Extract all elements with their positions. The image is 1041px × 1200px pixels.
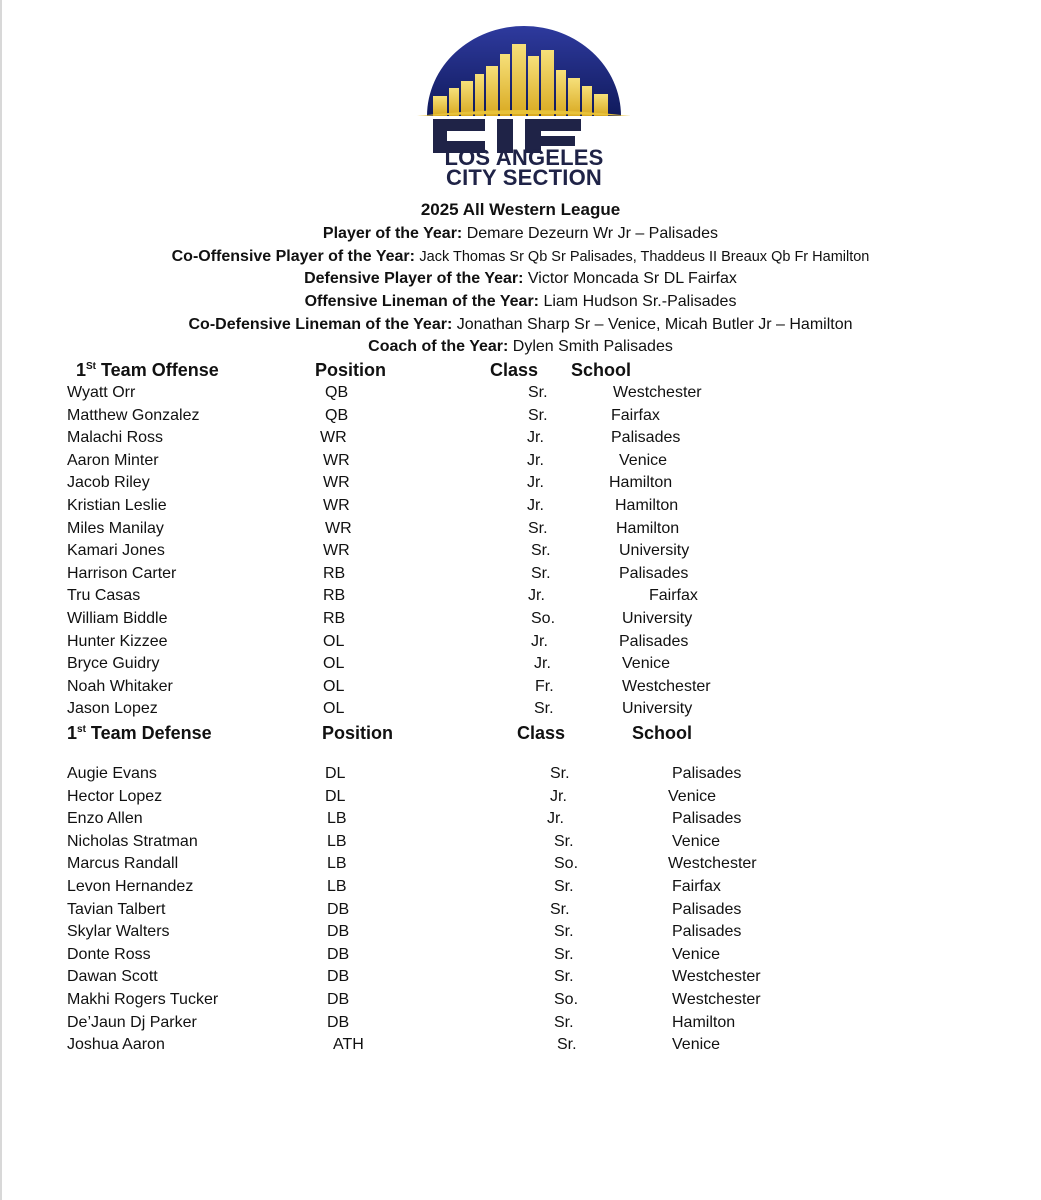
defense-player-class: Sr. — [554, 945, 574, 963]
offense-player-school: Westchester — [622, 677, 711, 695]
offense-player-class: Sr. — [531, 542, 551, 560]
offense-player-position: WR — [323, 451, 350, 469]
award-co-defensive-lineman — [0, 316, 1041, 334]
defense-position-header: Position — [322, 723, 393, 743]
award-label: Coach of the Year: — [368, 338, 509, 355]
award-label: Defensive Player of the Year: — [304, 270, 524, 287]
offense-header-ordinal: St — [86, 361, 97, 372]
award-value: Liam Hudson Sr.-Palisades — [543, 293, 737, 310]
defense-player-class: Sr. — [554, 1013, 574, 1031]
offense-player-class: Sr. — [534, 700, 554, 718]
defense-player-school: Venice — [672, 1036, 721, 1054]
defense-player-class: Sr. — [554, 832, 574, 850]
offense-player-class: Sr. — [528, 519, 548, 537]
logo-text-line-1: LOS ANGELES — [444, 145, 604, 170]
defense-player-name: Tavian Talbert — [67, 900, 166, 918]
offense-player-name: Hunter Kizzee — [67, 632, 168, 650]
offense-player-position: WR — [323, 474, 350, 492]
offense-player-name: Miles Manilay — [67, 519, 164, 537]
award-value: Demare Dezeurn Wr Jr – Palisades — [466, 225, 719, 242]
defense-player-position: DB — [327, 923, 350, 941]
offense-class-header: Class — [490, 360, 539, 380]
defense-player-class: Sr. — [557, 1036, 577, 1054]
defense-player-name: De’Jaun Dj Parker — [67, 1013, 197, 1031]
award-value: Jonathan Sharp Sr – Venice, Micah Butler Jr – Hamilton — [456, 316, 853, 333]
defense-header-team: Team Defense — [85, 723, 212, 743]
offense-player-class: Fr. — [535, 677, 554, 695]
offense-player-school: Palisades — [611, 429, 681, 447]
offense-player-class: Jr. — [527, 497, 544, 514]
defense-player-position: ATH — [333, 1036, 364, 1054]
offense-player-position: QB — [325, 406, 349, 424]
offense-player-position: OL — [323, 632, 345, 650]
offense-player-position: OL — [323, 655, 345, 673]
award-coach-of-year — [0, 338, 1041, 356]
offense-header-team: Team Offense — [96, 360, 219, 380]
offense-player-position: WR — [323, 497, 350, 514]
offense-player-name: William Biddle — [67, 610, 168, 627]
offense-player-name: Matthew Gonzalez — [67, 406, 200, 424]
offense-player-position: WR — [323, 542, 350, 560]
offense-player-position: RB — [323, 587, 346, 605]
defense-player-class: So. — [554, 855, 579, 873]
defense-player-position: DL — [325, 765, 346, 782]
defense-player-school: Westchester — [672, 968, 761, 986]
award-player-of-year — [0, 225, 1041, 243]
offense-player-name: Jason Lopez — [67, 700, 158, 718]
defense-player-name: Marcus Randall — [67, 855, 179, 873]
offense-player-name: Harrison Carter — [67, 564, 177, 582]
offense-player-class: Jr. — [527, 474, 544, 492]
offense-player-name: Kamari Jones — [67, 542, 165, 560]
defense-player-class: Sr. — [554, 923, 574, 941]
defense-player-name: Joshua Aaron — [67, 1036, 165, 1054]
defense-player-name: Makhi Rogers Tucker — [67, 991, 219, 1008]
defense-player-school: Westchester — [668, 855, 757, 873]
defense-player-school: Palisades — [672, 765, 742, 782]
offense-player-class: Sr. — [528, 384, 548, 401]
offense-player-school: Hamilton — [615, 497, 679, 514]
offense-player-class: Jr. — [534, 655, 551, 673]
offense-player-school: Venice — [619, 451, 668, 469]
defense-player-name: Enzo Allen — [67, 810, 143, 828]
defense-class-header: Class — [517, 723, 566, 743]
offense-player-school: Westchester — [613, 384, 702, 401]
award-defensive-player — [0, 270, 1041, 288]
defense-player-school: Venice — [672, 832, 721, 850]
defense-player-position: DB — [327, 991, 350, 1008]
offense-player-school: Hamilton — [616, 519, 680, 537]
defense-player-class: So. — [554, 991, 579, 1008]
offense-player-name: Noah Whitaker — [67, 677, 173, 695]
offense-player-school: Palisades — [619, 564, 689, 582]
offense-school-header: School — [571, 360, 632, 380]
offense-player-school: Hamilton — [609, 474, 673, 492]
offense-player-name: Jacob Riley — [67, 474, 150, 492]
award-value: Victor Moncada Sr DL Fairfax — [527, 270, 737, 287]
defense-player-class: Sr. — [554, 878, 574, 895]
offense-player-school: University — [622, 610, 693, 627]
defense-player-class: Sr. — [550, 765, 570, 782]
defense-player-school: Palisades — [672, 923, 742, 941]
defense-player-class: Jr. — [550, 787, 567, 805]
defense-player-position: DB — [327, 968, 350, 986]
defense-player-class: Sr. — [554, 968, 574, 986]
offense-player-position: RB — [323, 564, 346, 582]
offense-player-position: QB — [325, 384, 349, 401]
offense-player-name: Aaron Minter — [67, 451, 159, 469]
defense-player-school: Westchester — [672, 991, 761, 1008]
award-label: Offensive Lineman of the Year: — [304, 293, 539, 310]
offense-position-header: Position — [315, 360, 386, 380]
defense-player-position: LB — [327, 832, 347, 850]
defense-player-position: LB — [327, 855, 347, 873]
defense-player-position: DB — [327, 945, 350, 963]
offense-player-class: Sr. — [531, 564, 551, 582]
offense-player-position: RB — [323, 610, 346, 627]
award-co-offensive-player — [0, 248, 1041, 266]
offense-player-class: So. — [531, 610, 556, 627]
award-label: Player of the Year: — [322, 225, 463, 242]
defense-player-school: Hamilton — [672, 1013, 736, 1031]
award-value: Dylen Smith Palisades — [512, 338, 673, 355]
offense-player-class: Jr. — [527, 429, 544, 447]
defense-player-position: DB — [327, 1013, 350, 1031]
defense-school-header: School — [632, 723, 693, 743]
defense-player-name: Donte Ross — [67, 945, 151, 963]
offense-player-school: Palisades — [619, 632, 689, 650]
defense-player-position: DL — [325, 787, 346, 805]
offense-player-name: Tru Casas — [67, 587, 141, 605]
defense-player-name: Levon Hernandez — [67, 878, 194, 895]
offense-player-name: Kristian Leslie — [67, 497, 167, 514]
award-label: Co-Defensive Lineman of the Year: — [188, 316, 453, 333]
defense-player-class: Sr. — [550, 900, 570, 918]
offense-player-name: Bryce Guidry — [67, 655, 160, 673]
defense-player-position: LB — [327, 878, 347, 895]
offense-player-name: Malachi Ross — [67, 429, 164, 447]
defense-player-name: Augie Evans — [67, 765, 157, 782]
offense-player-class: Jr. — [528, 587, 545, 605]
defense-player-name: Skylar Walters — [67, 923, 170, 941]
award-label: Co-Offensive Player of the Year: — [171, 248, 415, 265]
offense-player-name: Wyatt Orr — [67, 384, 136, 401]
offense-player-position: WR — [320, 429, 347, 447]
offense-player-school: Venice — [622, 655, 671, 673]
offense-team-header — [76, 360, 219, 381]
defense-player-class: Jr. — [547, 810, 564, 828]
award-value: Jack Thomas Sr Qb Sr Palisades, Thaddeus II Breaux Qb Fr Hamilton — [419, 249, 870, 265]
offense-player-school: Fairfax — [611, 406, 660, 424]
defense-player-name: Hector Lopez — [67, 787, 163, 805]
page-title: 2025 All Western League — [420, 200, 621, 219]
logo-text-line-2: CITY SECTION — [445, 165, 602, 190]
offense-header-number: 1 — [76, 360, 87, 380]
defense-player-name: Dawan Scott — [67, 968, 158, 986]
defense-team-header — [67, 723, 212, 744]
offense-player-position: WR — [325, 519, 352, 537]
offense-player-school: Fairfax — [649, 587, 698, 605]
offense-player-class: Sr. — [528, 406, 548, 424]
defense-player-name: Nicholas Stratman — [67, 832, 198, 850]
defense-player-position: LB — [327, 810, 347, 828]
defense-player-school: Palisades — [672, 810, 742, 828]
award-offensive-lineman — [0, 293, 1041, 311]
defense-player-school: Palisades — [672, 900, 742, 918]
defense-player-position: DB — [327, 900, 350, 918]
offense-player-school: University — [622, 700, 693, 718]
offense-player-class: Jr. — [531, 632, 548, 650]
defense-player-school: Venice — [668, 787, 717, 805]
offense-player-class: Jr. — [527, 451, 544, 469]
offense-player-position: OL — [323, 700, 345, 718]
defense-header-number: 1 — [67, 723, 78, 743]
offense-player-position: OL — [323, 677, 345, 695]
offense-player-school: University — [619, 542, 690, 560]
defense-header-ordinal: st — [77, 724, 86, 735]
defense-player-school: Venice — [672, 945, 721, 963]
defense-player-school: Fairfax — [672, 878, 721, 895]
